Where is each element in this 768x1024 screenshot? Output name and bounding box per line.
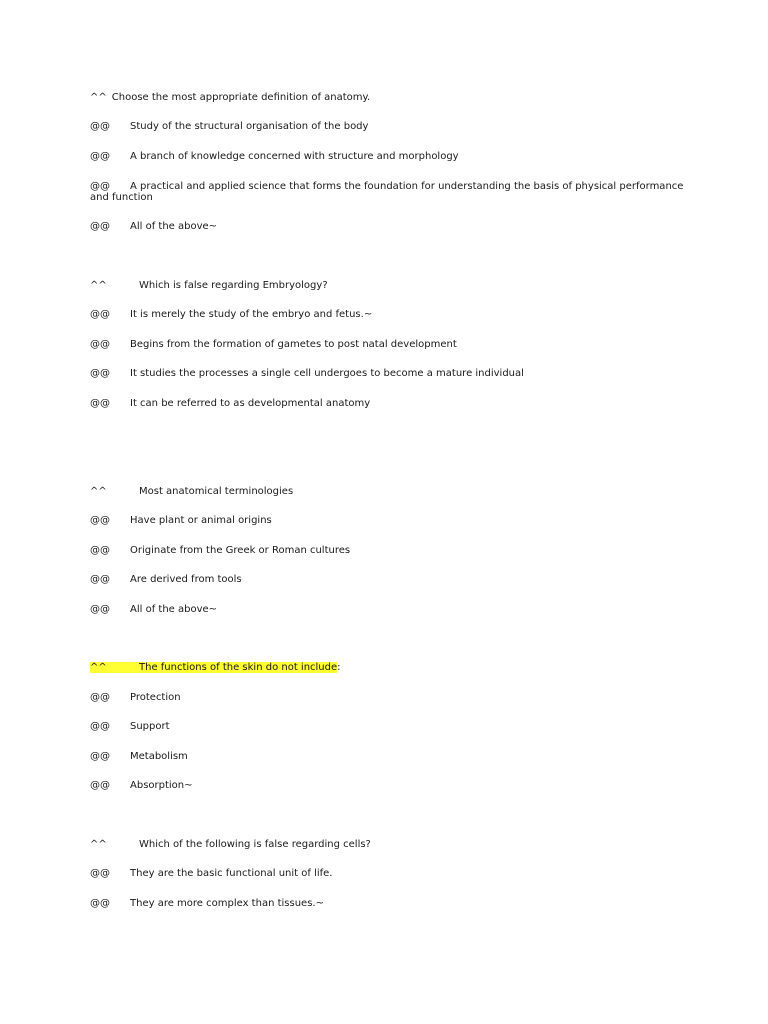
option-marker: @@ bbox=[90, 574, 110, 585]
option-marker: @@ bbox=[90, 221, 110, 232]
option-marker: @@ bbox=[90, 398, 110, 409]
option-q5-b bbox=[90, 898, 324, 910]
option-q2-b bbox=[90, 339, 457, 351]
option-marker: @@ bbox=[90, 780, 110, 791]
option-text: All of the above~ bbox=[130, 604, 218, 615]
option-marker: @@ bbox=[90, 545, 110, 556]
option-q4-b bbox=[90, 721, 170, 733]
option-q3-a bbox=[90, 515, 272, 527]
question-2 bbox=[90, 280, 328, 292]
option-q1-d bbox=[90, 221, 217, 233]
question-marker: ^^ bbox=[90, 486, 107, 497]
question-text: Which is false regarding Embryology? bbox=[139, 280, 328, 291]
question-1 bbox=[90, 92, 370, 104]
option-text: It can be referred to as developmental anatomy bbox=[130, 398, 371, 409]
option-q2-d bbox=[90, 398, 370, 410]
option-text: Support bbox=[130, 721, 170, 732]
option-text: Absorption~ bbox=[130, 780, 193, 791]
option-q2-a bbox=[90, 309, 372, 321]
option-marker: @@ bbox=[90, 515, 110, 526]
option-q1-c bbox=[90, 181, 690, 203]
option-q1-b bbox=[90, 151, 459, 163]
option-q3-c bbox=[90, 574, 242, 586]
option-text: Begins from the formation of gametes to post natal development bbox=[130, 339, 457, 350]
option-text: All of the above~ bbox=[130, 221, 218, 232]
question-4 bbox=[90, 662, 341, 674]
option-q2-c bbox=[90, 368, 524, 380]
question-highlight bbox=[90, 662, 337, 673]
option-marker: @@ bbox=[90, 751, 110, 762]
question-marker: ^^ bbox=[90, 92, 107, 103]
option-q3-b bbox=[90, 545, 350, 557]
option-text: Are derived from tools bbox=[130, 574, 242, 585]
question-suffix: : bbox=[337, 662, 341, 673]
option-q4-a bbox=[90, 692, 181, 704]
option-q5-a bbox=[90, 868, 333, 880]
option-marker: @@ bbox=[90, 868, 110, 879]
option-text: A practical and applied science that forms the foundation for understanding the basis of physical performance and function bbox=[90, 181, 684, 203]
question-text: Choose the most appropriate definition of anatomy. bbox=[111, 92, 371, 103]
question-marker: ^^ bbox=[90, 662, 107, 673]
option-text: They are more complex than tissues.~ bbox=[130, 898, 324, 909]
option-q4-d bbox=[90, 780, 193, 792]
option-text: Metabolism bbox=[130, 751, 188, 762]
option-q4-c bbox=[90, 751, 188, 763]
option-marker: @@ bbox=[90, 604, 110, 615]
option-marker: @@ bbox=[90, 181, 110, 192]
option-text: It is merely the study of the embryo and fetus.~ bbox=[130, 309, 373, 320]
option-text: Originate from the Greek or Roman cultures bbox=[130, 545, 351, 556]
question-marker: ^^ bbox=[90, 839, 107, 850]
option-marker: @@ bbox=[90, 368, 110, 379]
option-text: Protection bbox=[130, 692, 181, 703]
option-marker: @@ bbox=[90, 898, 110, 909]
option-text: Have plant or animal origins bbox=[130, 515, 272, 526]
option-q3-d bbox=[90, 604, 217, 616]
option-marker: @@ bbox=[90, 151, 110, 162]
option-text: Study of the structural organisation of the body bbox=[130, 121, 369, 132]
question-3 bbox=[90, 486, 293, 498]
question-text: Which of the following is false regarding cells? bbox=[139, 839, 371, 850]
option-marker: @@ bbox=[90, 721, 110, 732]
option-text: They are the basic functional unit of life. bbox=[130, 868, 333, 879]
question-marker: ^^ bbox=[90, 280, 107, 291]
option-text: A branch of knowledge concerned with structure and morphology bbox=[130, 151, 459, 162]
option-q1-a bbox=[90, 121, 368, 133]
option-marker: @@ bbox=[90, 339, 110, 350]
option-marker: @@ bbox=[90, 692, 110, 703]
option-marker: @@ bbox=[90, 121, 110, 132]
question-5 bbox=[90, 839, 371, 851]
question-text: The functions of the skin do not include bbox=[139, 662, 338, 673]
option-text: It studies the processes a single cell undergoes to become a mature individual bbox=[130, 368, 524, 379]
question-text: Most anatomical terminologies bbox=[139, 486, 294, 497]
option-marker: @@ bbox=[90, 309, 110, 320]
